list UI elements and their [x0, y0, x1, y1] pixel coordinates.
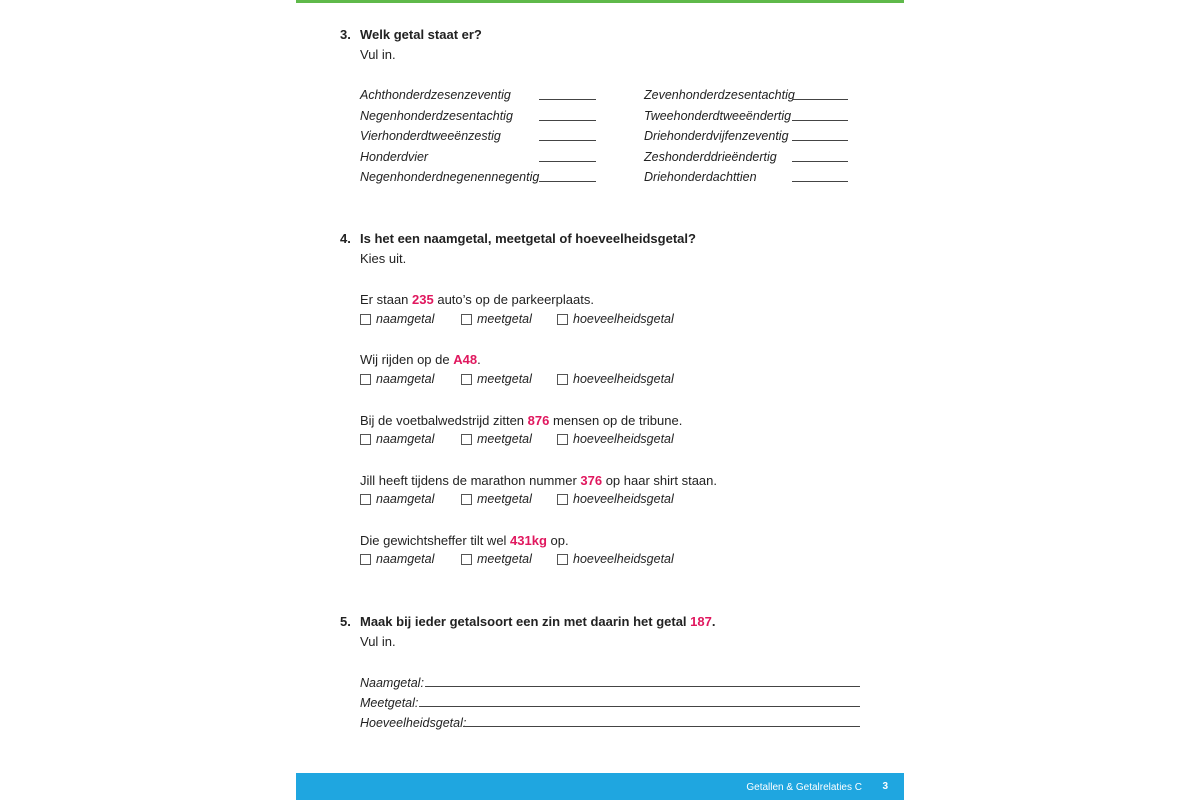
q3-answer-blank[interactable]: [792, 120, 848, 121]
q5-answer-line[interactable]: [419, 706, 860, 707]
q3-right-word: Driehonderdvijfenzeventig: [644, 129, 789, 143]
q3-answer-blank[interactable]: [792, 181, 848, 182]
q3-title: Welk getal staat er?: [360, 27, 482, 42]
q3-answer-blank[interactable]: [539, 181, 596, 182]
footer-title: Getallen & Getalrelaties C: [746, 782, 862, 793]
q4-highlight-number: 376: [580, 473, 603, 488]
q4-highlight-number: 235: [412, 292, 434, 307]
option-hoeveelheidsgetal[interactable]: hoeveelheidsgetal: [557, 432, 674, 446]
q3-answer-blank[interactable]: [792, 140, 848, 141]
checkbox[interactable]: [557, 314, 568, 325]
option-meetgetal[interactable]: meetgetal: [461, 432, 532, 446]
q5-instruction: Vul in.: [360, 634, 396, 649]
q4-instruction: Kies uit.: [360, 251, 407, 266]
q3-left-word: Vierhonderdtweeënzestig: [360, 129, 501, 143]
q5-answer-line[interactable]: [425, 686, 860, 687]
checkbox[interactable]: [360, 434, 371, 445]
q4-number: 4.: [340, 231, 351, 246]
q4-sentence: Er staan 235 auto’s op de parkeerplaats.: [360, 292, 594, 307]
checkbox[interactable]: [461, 554, 472, 565]
q3-answer-blank[interactable]: [539, 99, 596, 100]
q3-answer-blank[interactable]: [539, 140, 596, 141]
q3-right-word: Driehonderdachttien: [644, 170, 757, 184]
option-naamgetal[interactable]: naamgetal: [360, 432, 434, 446]
q4-sentence: Jill heeft tijdens de marathon nummer 376 op haar shirt staan.: [360, 473, 717, 488]
q3-left-word: Negenhonderdzesentachtig: [360, 109, 513, 123]
q5-label-meetgetal: Meetgetal:: [360, 696, 419, 710]
checkbox[interactable]: [461, 374, 472, 385]
checkbox[interactable]: [360, 554, 371, 565]
q4-sentence: Die gewichtsheffer tilt wel 431kg op.: [360, 533, 569, 548]
checkbox[interactable]: [461, 434, 472, 445]
q5-title: Maak bij ieder getalsoort een zin met daarin het getal 187.: [360, 614, 716, 629]
q3-left-word: Achthonderdzesenzeventig: [360, 88, 511, 102]
q3-right-word: Zeshonderddrieëndertig: [644, 150, 777, 164]
option-hoeveelheidsgetal[interactable]: hoeveelheidsgetal: [557, 312, 674, 326]
checkbox[interactable]: [557, 374, 568, 385]
checkbox[interactable]: [557, 494, 568, 505]
option-meetgetal[interactable]: meetgetal: [461, 552, 532, 566]
checkbox[interactable]: [360, 494, 371, 505]
checkbox[interactable]: [557, 554, 568, 565]
q4-title: Is het een naamgetal, meetgetal of hoeveelheidsgetal?: [360, 231, 696, 246]
checkbox[interactable]: [360, 374, 371, 385]
option-meetgetal[interactable]: meetgetal: [461, 312, 532, 326]
checkbox[interactable]: [360, 314, 371, 325]
q3-answer-blank[interactable]: [792, 99, 848, 100]
option-naamgetal[interactable]: naamgetal: [360, 492, 434, 506]
q5-answer-line[interactable]: [463, 726, 860, 727]
checkbox[interactable]: [557, 434, 568, 445]
q3-answer-blank[interactable]: [539, 120, 596, 121]
option-naamgetal[interactable]: naamgetal: [360, 552, 434, 566]
option-naamgetal[interactable]: naamgetal: [360, 372, 434, 386]
page-number: 3: [882, 781, 888, 792]
option-hoeveelheidsgetal[interactable]: hoeveelheidsgetal: [557, 492, 674, 506]
q3-number: 3.: [340, 27, 351, 42]
q4-highlight-number: 876: [527, 413, 550, 428]
q3-right-word: Tweehonderdtweeëndertig: [644, 109, 792, 123]
q3-left-word: Negenhonderdnegenennegentig: [360, 170, 540, 184]
q4-highlight-number: 431kg: [510, 533, 547, 548]
checkbox[interactable]: [461, 494, 472, 505]
q3-instruction: Vul in.: [360, 47, 396, 62]
q4-sentence: Bij de voetbalwedstrijd zitten 876 mensen op de tribune.: [360, 413, 683, 428]
q5-label-naamgetal: Naamgetal:: [360, 676, 424, 690]
q3-answer-blank[interactable]: [792, 161, 848, 162]
q5-number: 5.: [340, 614, 351, 629]
top-accent-bar: [296, 0, 904, 3]
q5-label-hoeveelheidsgetal: Hoeveelheidsgetal:: [360, 716, 467, 730]
q3-left-word: Honderdvier: [360, 150, 429, 164]
option-hoeveelheidsgetal[interactable]: hoeveelheidsgetal: [557, 372, 674, 386]
option-meetgetal[interactable]: meetgetal: [461, 372, 532, 386]
q3-right-word: Zevenhonderdzesentachtig: [644, 88, 795, 102]
option-naamgetal[interactable]: naamgetal: [360, 312, 434, 326]
page-footer: [296, 773, 904, 800]
q4-highlight-number: A48: [453, 352, 478, 367]
q3-answer-blank[interactable]: [539, 161, 596, 162]
q5-highlight-number: 187: [690, 614, 712, 629]
option-hoeveelheidsgetal[interactable]: hoeveelheidsgetal: [557, 552, 674, 566]
option-meetgetal[interactable]: meetgetal: [461, 492, 532, 506]
checkbox[interactable]: [461, 314, 472, 325]
q4-sentence: Wij rijden op de A48.: [360, 352, 481, 367]
